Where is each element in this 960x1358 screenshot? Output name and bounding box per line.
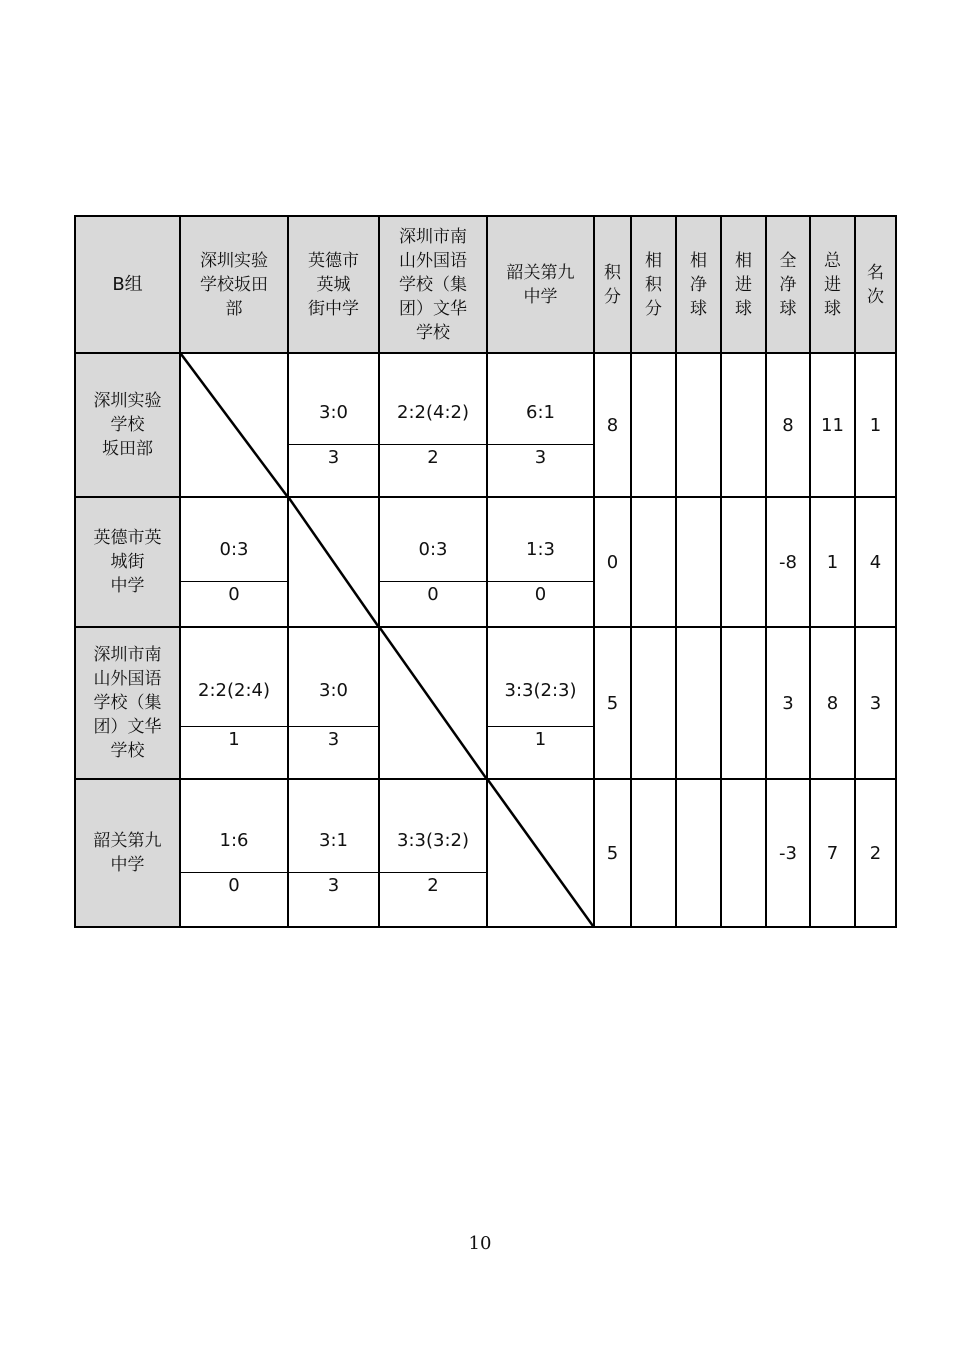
- match-score: 3:0: [289, 655, 378, 727]
- table-row: [75, 779, 896, 927]
- match-points: 2: [427, 874, 439, 896]
- col-header-team-3: 深圳市南 山外国语 学校（集 团）文华 学校: [379, 216, 487, 353]
- match-points: 0: [534, 583, 547, 605]
- total-goal-diff-value: 3: [766, 627, 810, 779]
- match-points: 3: [327, 446, 340, 468]
- head-to-head-goal-diff-value: [676, 497, 721, 627]
- points-value: 5: [594, 627, 631, 779]
- page-number: 10: [468, 1233, 492, 1254]
- match-cell: [288, 353, 379, 497]
- match-cell: [180, 497, 288, 627]
- match-score: 0:3: [181, 518, 287, 582]
- col-header-head-to-head-points: 相 积 分: [631, 216, 676, 353]
- total-goal-diff-value: -8: [766, 497, 810, 627]
- col-header-team-1: 深圳实验 学校坂田 部: [180, 216, 288, 353]
- head-to-head-goals-value: [721, 779, 766, 927]
- points-value: 0: [594, 497, 631, 627]
- match-score: 3:0: [289, 381, 378, 445]
- col-header-total-goal-diff: 全 净 球: [766, 216, 810, 353]
- match-score: 3:1: [289, 809, 378, 873]
- match-cell: [180, 779, 288, 927]
- col-header-points: 积 分: [594, 216, 631, 353]
- head-to-head-points-value: [631, 627, 676, 779]
- row-header-team-1: 深圳实验 学校 坂田部: [75, 353, 180, 497]
- match-points: 0: [228, 874, 240, 896]
- head-to-head-points-value: [631, 353, 676, 497]
- match-cell: [487, 353, 594, 497]
- head-to-head-goals-value: [721, 497, 766, 627]
- rank-value: 4: [855, 497, 896, 627]
- match-cell: [288, 779, 379, 927]
- match-points: 2: [427, 446, 439, 468]
- col-header-total-goals: 总 进 球: [810, 216, 855, 353]
- total-goals-value: 7: [810, 779, 855, 927]
- col-header-head-to-head-goals: 相 进 球: [721, 216, 766, 353]
- match-cell: [379, 779, 487, 927]
- match-score: 1:6: [181, 809, 287, 873]
- diagonal-cell: [288, 497, 379, 627]
- head-to-head-points-value: [631, 497, 676, 627]
- match-points: 3: [327, 728, 340, 750]
- match-points: 0: [228, 583, 240, 605]
- col-header-head-to-head-goal-diff: 相 净 球: [676, 216, 721, 353]
- rank-value: 3: [855, 627, 896, 779]
- total-goals-value: 8: [810, 627, 855, 779]
- total-goal-diff-value: 8: [766, 353, 810, 497]
- match-cell: [180, 627, 288, 779]
- match-score: 3:3(3:2): [380, 809, 486, 873]
- match-score: 2:2(4:2): [380, 381, 486, 445]
- col-header-rank: 名 次: [855, 216, 896, 353]
- table-row: [75, 497, 896, 627]
- group-b-standings-table: [74, 215, 897, 928]
- row-header-team-2: 英德市英 城街 中学: [75, 497, 180, 627]
- total-goals-value: 1: [810, 497, 855, 627]
- match-cell: [379, 497, 487, 627]
- match-score: 6:1: [488, 381, 593, 445]
- match-points: 0: [427, 583, 439, 605]
- col-header-team-4: 韶关第九 中学: [487, 216, 594, 353]
- row-header-team-4: 韶关第九 中学: [75, 779, 180, 927]
- total-goal-diff-value: -3: [766, 779, 810, 927]
- match-points: 3: [534, 446, 547, 468]
- diagonal-cell: [487, 779, 594, 927]
- row-header-team-3: 深圳市南 山外国语 学校（集 团）文华 学校: [75, 627, 180, 779]
- col-header-team-2: 英德市 英城 街中学: [288, 216, 379, 353]
- match-cell: [487, 627, 594, 779]
- match-points: 1: [228, 728, 240, 750]
- match-points: 3: [327, 874, 340, 896]
- match-score: 1:3: [488, 518, 593, 582]
- head-to-head-goals-value: [721, 353, 766, 497]
- match-score: 0:3: [380, 518, 486, 582]
- head-to-head-goal-diff-value: [676, 353, 721, 497]
- match-cell: [288, 627, 379, 779]
- match-cell: [379, 353, 487, 497]
- group-label: B组: [75, 216, 180, 353]
- diagonal-cell: [379, 627, 487, 779]
- head-to-head-goal-diff-value: [676, 627, 721, 779]
- head-to-head-goal-diff-value: [676, 779, 721, 927]
- table-row: [75, 627, 896, 779]
- match-cell: [487, 497, 594, 627]
- points-value: 5: [594, 779, 631, 927]
- match-points: 1: [534, 728, 547, 750]
- head-to-head-points-value: [631, 779, 676, 927]
- head-to-head-goals-value: [721, 627, 766, 779]
- match-score: 3:3(2:3): [488, 655, 593, 727]
- rank-value: 2: [855, 779, 896, 927]
- header-row: [75, 216, 896, 353]
- match-score: 2:2(2:4): [181, 655, 287, 727]
- table-row: [75, 353, 896, 497]
- diagonal-cell: [180, 353, 288, 497]
- total-goals-value: 11: [810, 353, 855, 497]
- rank-value: 1: [855, 353, 896, 497]
- points-value: 8: [594, 353, 631, 497]
